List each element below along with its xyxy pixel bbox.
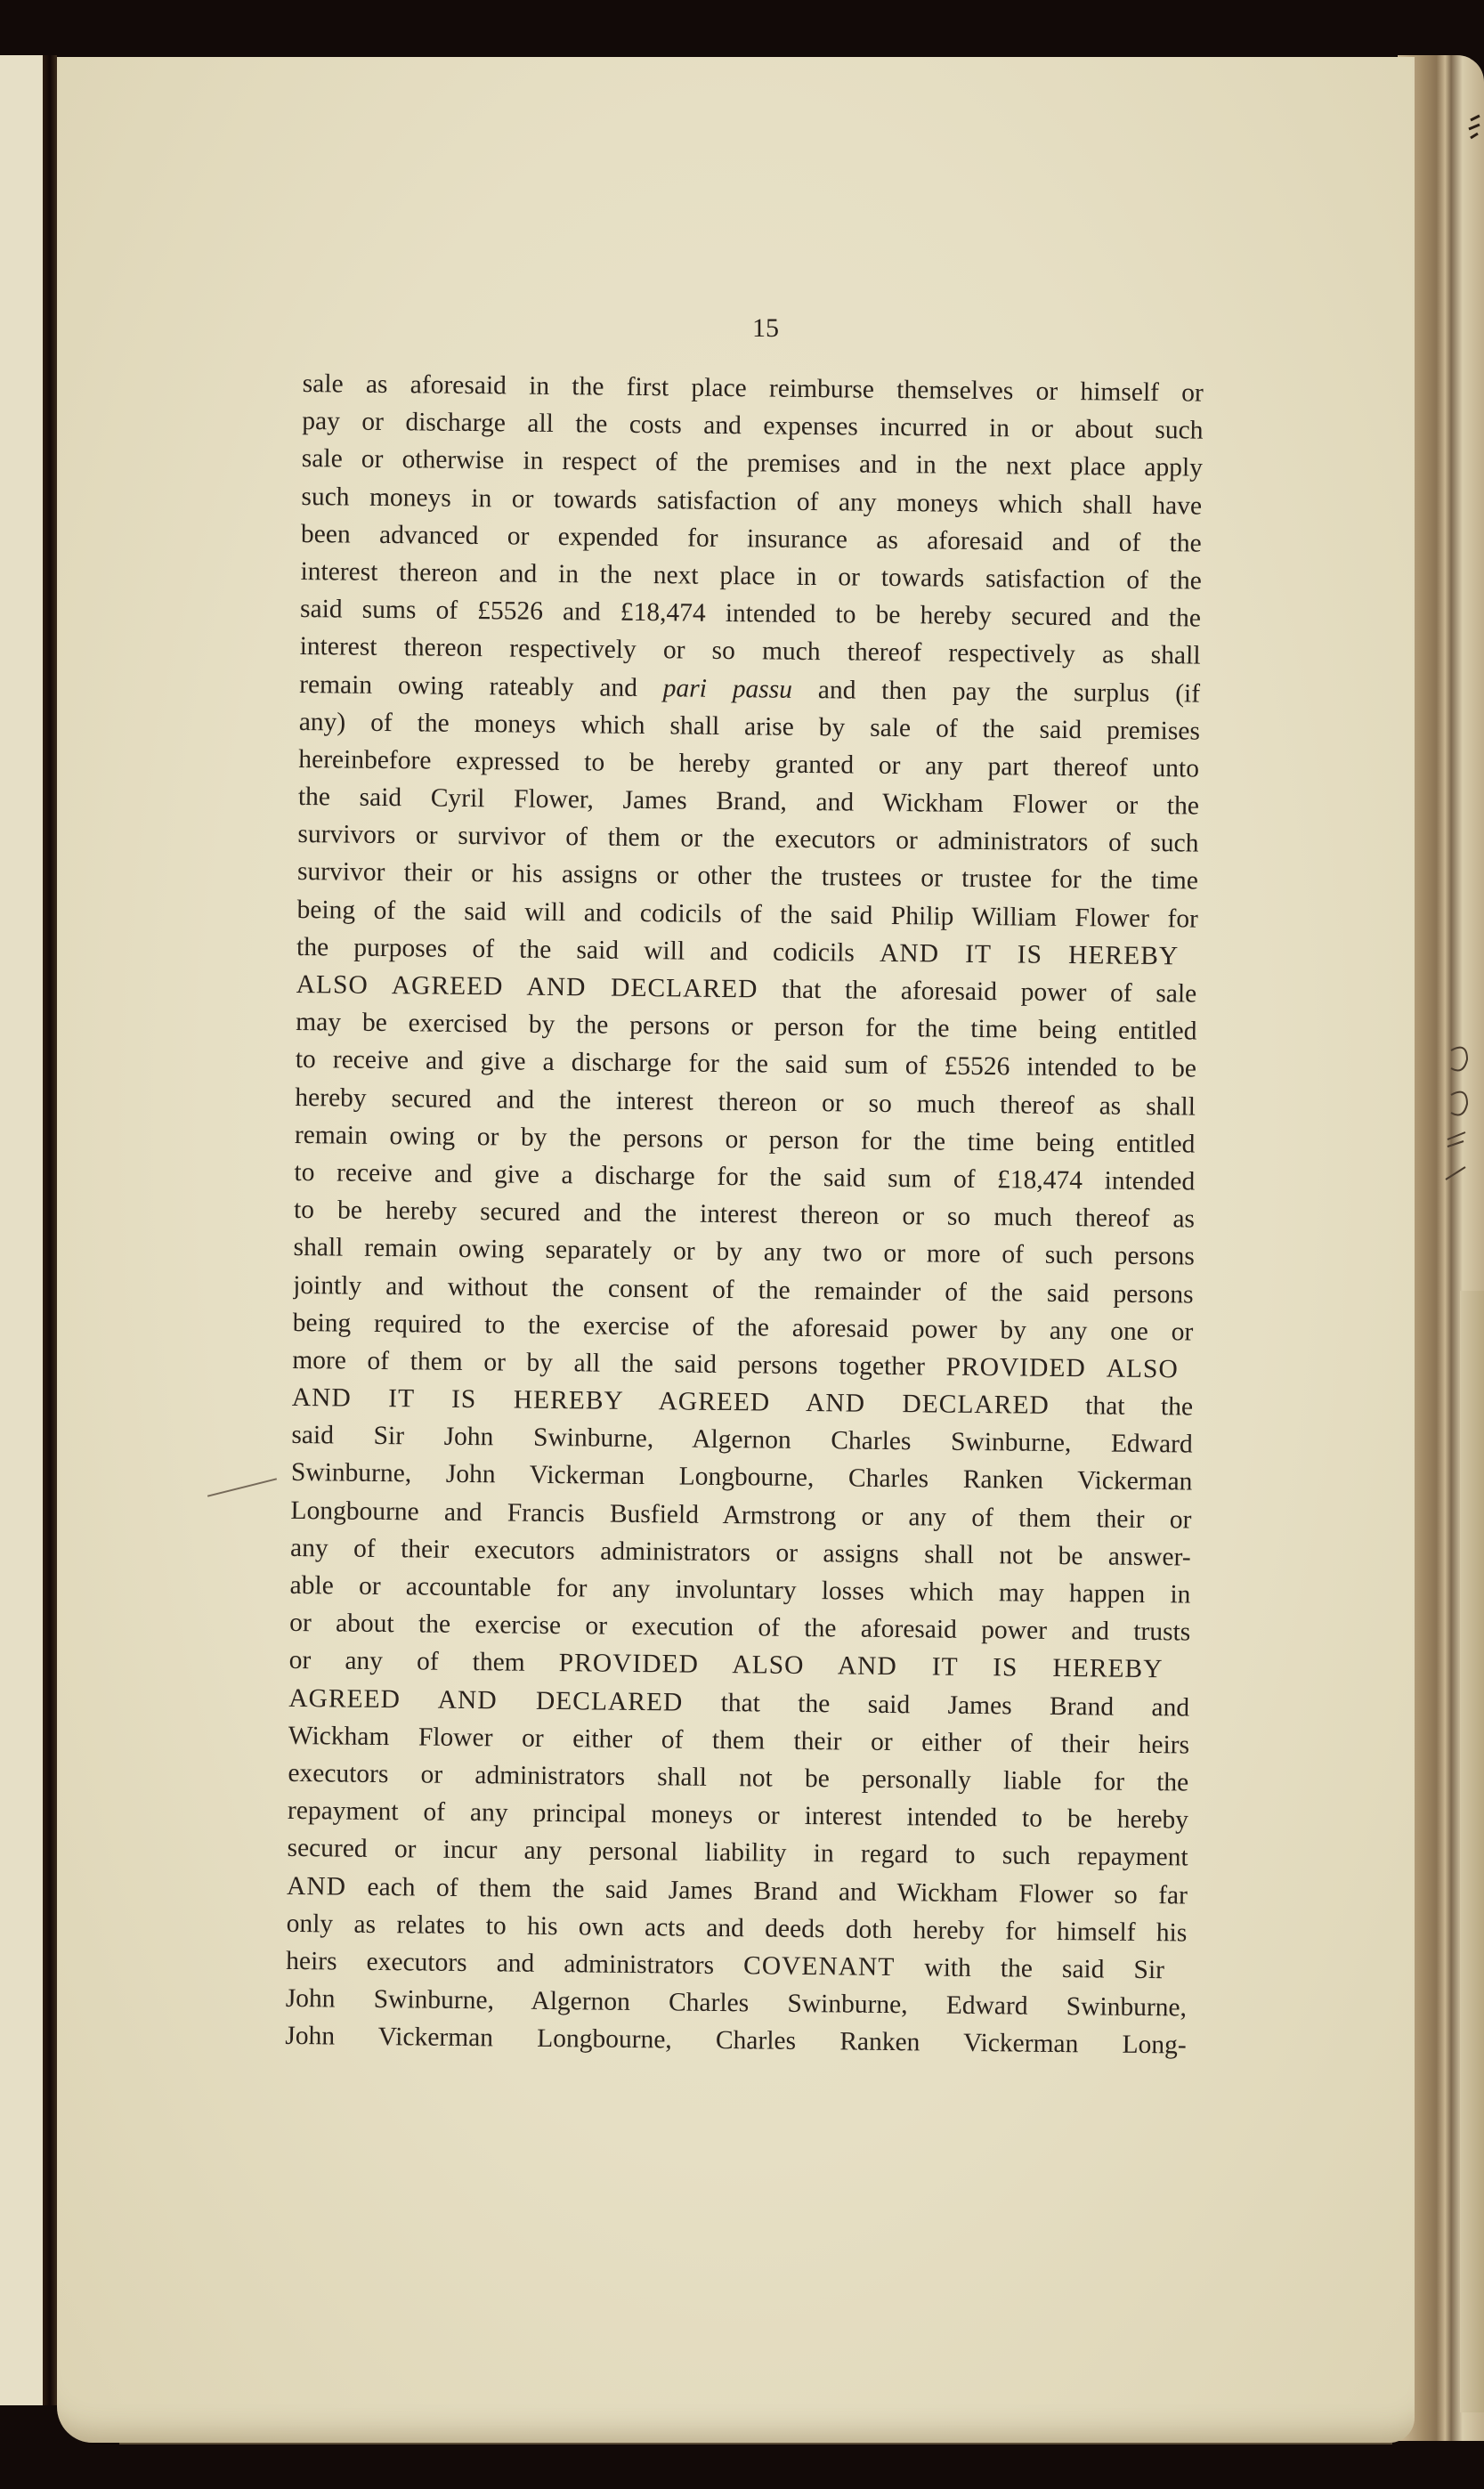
facing-page-edge: [0, 55, 45, 2405]
text-run: more of them or by all the said persons together: [292, 1345, 946, 1382]
text-line: being of the said will and codicils of the said Philip William Flower for: [296, 895, 1198, 934]
text-line: interest thereon respectively or so much thereof respectively as shall: [299, 632, 1201, 670]
text-line: to be hereby secured and the interest thereon or so much thereof as: [293, 1196, 1196, 1234]
text-line: the said Cyril Flower, James Brand, and Wickham Flower or the: [297, 782, 1200, 821]
italic-phrase: pari passu: [662, 673, 793, 704]
capitalized-clause: PROVIDED ALSO: [945, 1352, 1179, 1384]
text-run: remain owing rateably and: [299, 669, 663, 702]
pencil-stroke: [1451, 1048, 1467, 1071]
capitalized-clause: PROVIDED ALSO AND IT IS HEREBY: [558, 1649, 1164, 1684]
text-run: heirs executors and administrators: [286, 1946, 744, 1981]
capitalized-clause: ALSO AGREED AND DECLARED: [296, 969, 758, 1004]
text-line: remain owing or by the persons or person for the time being entitled: [294, 1120, 1196, 1159]
text-line: Swinburne, John Vickerman Longbourne, Charles Ranken Vickerman: [290, 1458, 1193, 1496]
text-run: the purposes of the said will and codicils: [296, 932, 880, 968]
text-line: hereinbefore expressed to be hereby granted or any part thereof unto: [298, 744, 1200, 783]
page-number: 15: [752, 313, 779, 343]
text-line: said sums of £5526 and £18,474 intended to be hereby secured and the: [299, 595, 1202, 633]
text-line: been advanced or expended for insurance as aforesaid and of the: [300, 519, 1202, 558]
text-line: only as relates to his own acts and deeds doth hereby for himself his: [286, 1909, 1188, 1948]
text-line: any of their executors administrators or assigns shall not be answer-: [289, 1533, 1191, 1572]
pencil-stroke: [1446, 1167, 1465, 1180]
text-line: may be exercised by the persons or person for the time being entitled: [296, 1008, 1197, 1046]
capitalized-clause: AGREED AND DECLARED: [288, 1683, 684, 1717]
capitalized-clause: AND IT IS HEREBY AGREED AND DECLARED: [291, 1382, 1050, 1420]
text-line: shall remain owing separately or by any two or more of such persons: [293, 1233, 1195, 1271]
text-line: sale as aforesaid in the first place reimburse themselves or himself or: [302, 369, 1204, 408]
text-run: with the said Sir: [895, 1952, 1165, 1985]
page-stack-lower-edge: [1460, 1291, 1484, 2412]
text-line: pay or discharge all the costs and expenses incurred in or about such: [302, 407, 1204, 445]
text-run: each of them the said James Brand and Wickham Flower so far: [345, 1872, 1188, 1910]
text-line: said Sir John Swinburne, Algernon Charles Swinburne, Edward: [291, 1421, 1193, 1459]
capitalized-clause: COVENANT: [742, 1951, 896, 1982]
text-line: such moneys in or towards satisfaction of any moneys which shall have: [301, 482, 1203, 521]
text-line: Wickham Flower or either of them their or either of their heirs: [288, 1721, 1190, 1760]
text-line: or about the exercise or execution of the aforesaid power and trusts: [289, 1609, 1191, 1647]
text-line: survivors or survivor of them or the executors or administrators of such: [297, 820, 1199, 858]
text-line: repayment of any principal moneys or interest intended to be hereby: [287, 1796, 1189, 1835]
text-line: survivor their or his assigns or other the trustees or trustee for the time: [296, 857, 1199, 896]
pencil-stroke: [1451, 1092, 1467, 1115]
text-line: secured or incur any personal liability in regard to such repayment: [287, 1834, 1188, 1872]
book-gutter: [43, 55, 57, 2405]
text-line: sale or otherwise in respect of the premises and in the next place apply: [301, 444, 1204, 482]
text-line: being required to the exercise of the aforesaid power by any one or: [292, 1308, 1194, 1347]
text-line: John Vickerman Longbourne, Charles Ranken Vickerman Long-: [285, 2022, 1187, 2060]
text-line: to receive and give a discharge for the said sum of £18,474 intended: [294, 1157, 1196, 1196]
handwritten-margin-marks: [1398, 107, 1484, 1264]
text-line: to receive and give a discharge for the said sum of £5526 intended to be: [295, 1045, 1196, 1083]
text-line: any) of the moneys which shall arise by sale of the said premises: [298, 707, 1200, 746]
text-line: John Swinburne, Algernon Charles Swinburne, Edward Swinburne,: [285, 1983, 1187, 2023]
capitalized-clause: AND IT IS HEREBY: [879, 938, 1180, 971]
text-line: able or accountable for any involuntary losses which may happen in: [289, 1570, 1191, 1609]
text-run: that the said James Brand and: [683, 1688, 1190, 1723]
text-run: that the aforesaid power of sale: [758, 975, 1197, 1009]
text-run: and then pay the surplus (if: [791, 675, 1201, 709]
text-line: executors or administrators shall not be personally liable for the: [288, 1758, 1189, 1797]
body-text: [285, 365, 1204, 2064]
pencil-stroke: [1469, 116, 1480, 138]
text-run: or any of them: [288, 1646, 559, 1678]
text-line: jointly and without the consent of the remainder of the said persons: [293, 1270, 1194, 1309]
pencil-stroke: [1448, 1132, 1465, 1147]
text-run: that the: [1049, 1390, 1194, 1422]
text-line: Longbourne and Francis Busfield Armstrong or any of them their or: [290, 1496, 1192, 1535]
capitalized-clause: AND: [286, 1871, 347, 1901]
text-line: interest thereon and in the next place in or towards satisfaction of the: [300, 556, 1202, 596]
page-fold-line: [119, 2443, 1392, 2444]
text-line: hereby secured and the interest thereon or so much thereof as shall: [295, 1082, 1196, 1122]
